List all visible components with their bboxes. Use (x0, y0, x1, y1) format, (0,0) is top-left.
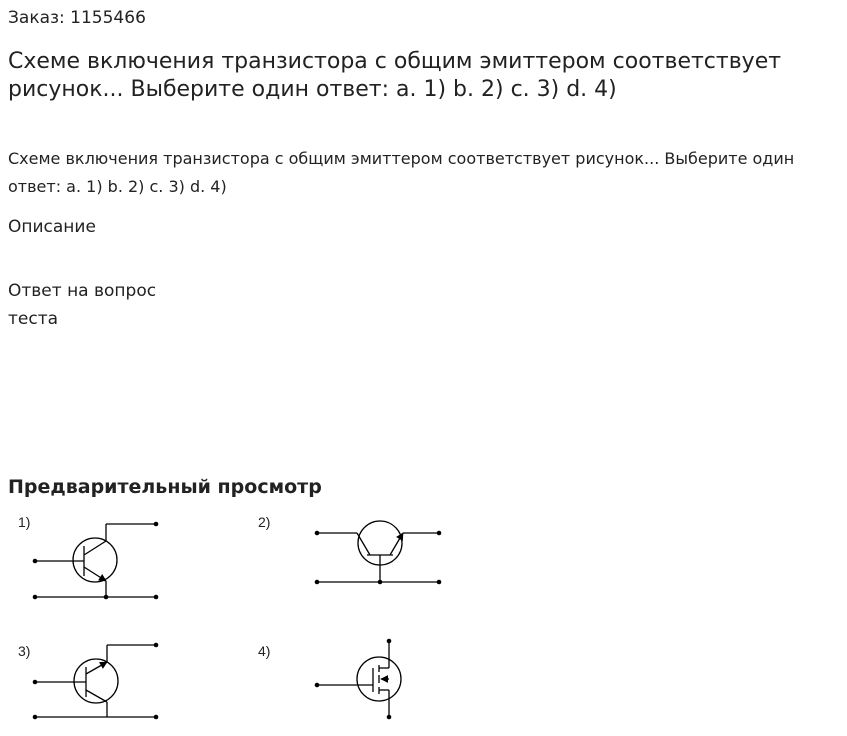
figure-2-number: 2) (258, 514, 271, 530)
figure-4-number: 4) (258, 643, 271, 659)
field-effect-transistor-circuit-icon (317, 641, 401, 717)
transistor-npn-circuit-3-icon (35, 645, 156, 717)
order-number: Заказ: 1155466 (8, 8, 146, 28)
question-text: Схеме включения транзистора с общим эмиттером соответствует рисунок... Выберите один ответ: a. 1) b. 2) c. 3) d. 4) (8, 149, 795, 196)
answer-label: Ответ на вопрос теста (8, 281, 157, 329)
question-title: Схеме включения транзистора с общим эмиттером соответствует рисунок... Выберите один ответ: a. 1) b. 2) c. 3) d. 4) (8, 49, 782, 102)
preview-heading: Предварительный просмотр (8, 476, 322, 498)
description-label: Описание (8, 217, 96, 237)
transistor-npn-circuit-1-icon (35, 524, 156, 597)
transistor-common-base-circuit-icon (317, 521, 439, 582)
figure-1-number: 1) (18, 514, 31, 530)
figure-3-number: 3) (18, 643, 31, 659)
